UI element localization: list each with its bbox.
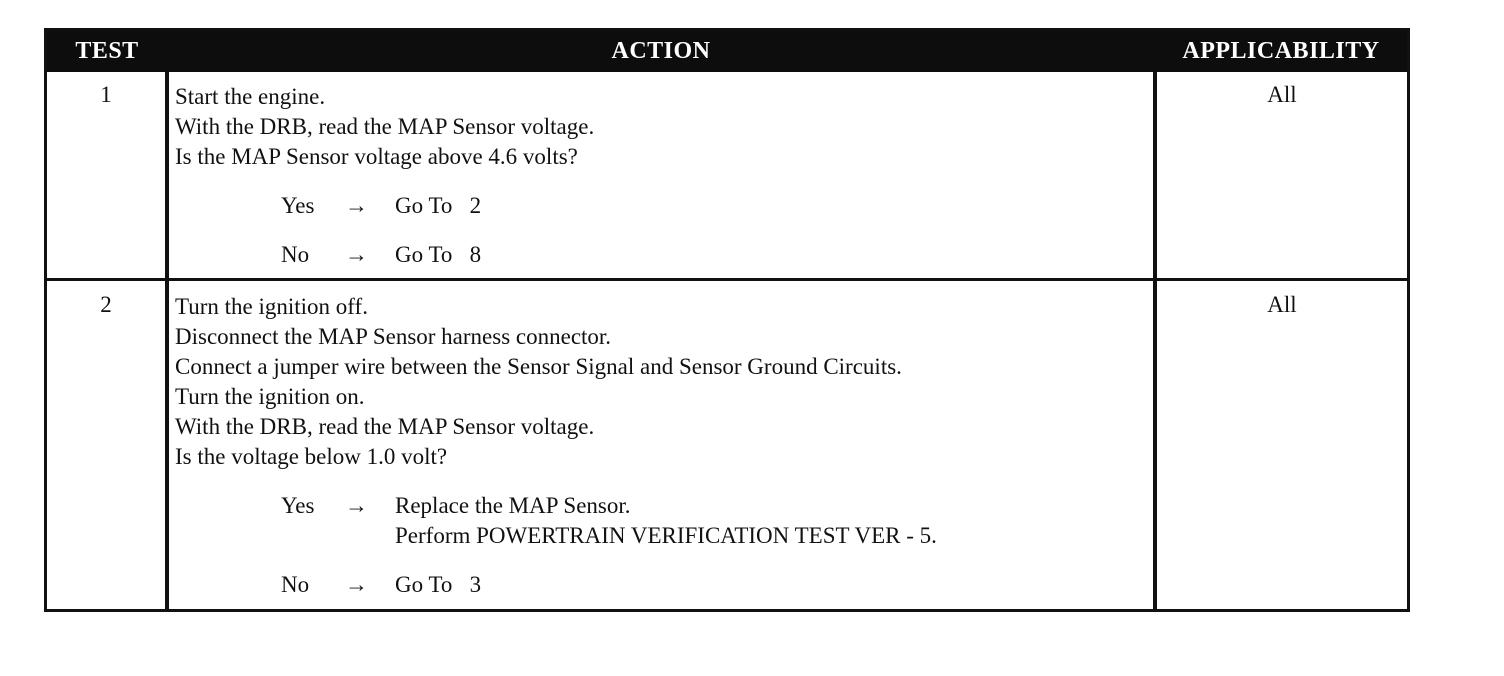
arrow-icon: → (345, 193, 368, 218)
action-line: Turn the ignition on. (175, 384, 365, 409)
action-line: Start the engine. (175, 84, 326, 109)
action-steps (175, 82, 594, 172)
row-divider (47, 278, 1407, 281)
column-divider (1153, 72, 1157, 612)
action-line: With the DRB, read the MAP Sensor voltage. (175, 414, 595, 439)
header-applicability: APPLICABILITY (1182, 38, 1380, 64)
applicability-value: All (1267, 82, 1297, 107)
header-action: ACTION (611, 38, 711, 64)
action-line: Is the MAP Sensor voltage above 4.6 volts? (175, 144, 578, 169)
diagnostic-test-table (44, 28, 1410, 612)
test-number: 2 (100, 292, 112, 317)
arrow-icon: → (345, 572, 368, 597)
action-line: Turn the ignition off. (175, 294, 368, 319)
action-steps (175, 292, 902, 472)
result-answer: Yes (281, 493, 315, 518)
action-line: Connect a jumper wire between the Sensor Signal and Sensor Ground Circuits. (175, 354, 902, 379)
applicability-value: All (1267, 292, 1297, 317)
result-action-line: Replace the MAP Sensor. (395, 493, 631, 518)
result-action (395, 491, 937, 551)
result-yes (47, 191, 1147, 221)
arrow-icon: → (345, 242, 368, 267)
result-answer: Yes (281, 193, 315, 218)
result-answer: No (281, 242, 310, 267)
result-action-line: Perform POWERTRAIN VERIFICATION TEST VER - 5. (395, 523, 937, 548)
result-action: Go To 2 (395, 193, 482, 218)
test-number: 1 (100, 82, 112, 107)
result-action: Go To 8 (395, 242, 482, 267)
result-answer: No (281, 572, 310, 597)
arrow-icon: → (345, 493, 368, 518)
action-line: Disconnect the MAP Sensor harness connector. (175, 324, 612, 349)
result-no (47, 570, 1147, 600)
header-test: TEST (75, 38, 139, 64)
action-line: Is the voltage below 1.0 volt? (175, 444, 448, 469)
result-yes (47, 491, 1147, 551)
result-action: Go To 3 (395, 572, 482, 597)
table-header (47, 31, 1407, 72)
action-line: With the DRB, read the MAP Sensor voltage. (175, 114, 595, 139)
result-no (47, 240, 1147, 270)
